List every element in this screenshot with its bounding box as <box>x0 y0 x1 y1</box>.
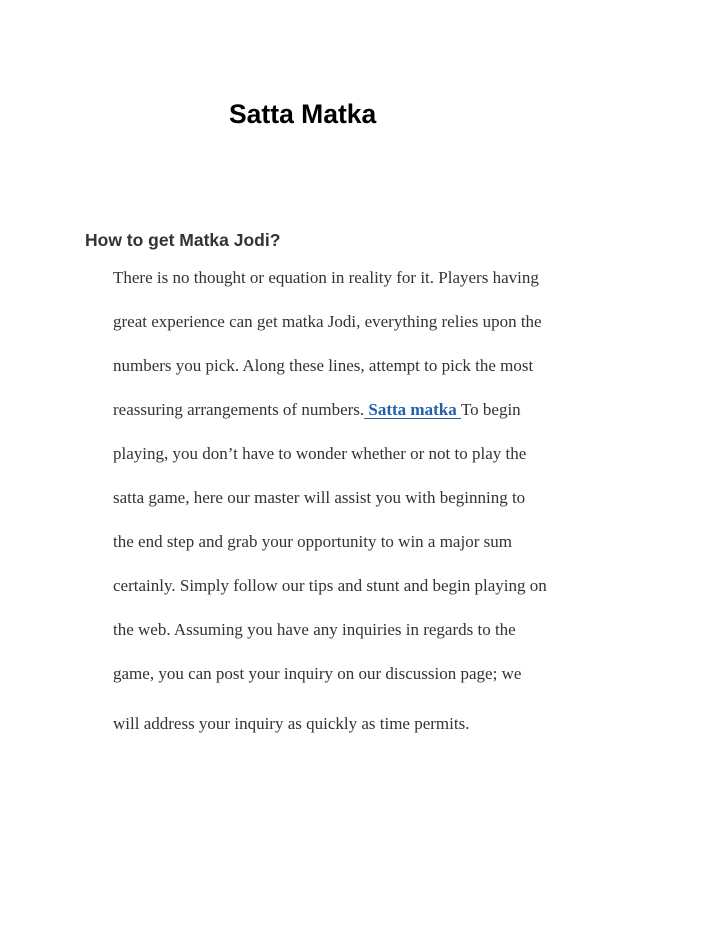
satta-matka-link[interactable]: Satta matka <box>364 400 461 419</box>
body-line-7: the end step and grab your opportunity to win a major sum <box>113 532 512 551</box>
body-line-4-after: To begin <box>460 400 521 419</box>
document-title: Satta Matka <box>229 99 377 129</box>
body-line-11: will address your inquiry as quickly as time permits. <box>113 714 470 733</box>
body-line-4 <box>113 400 521 420</box>
section-heading: How to get Matka Jodi? <box>85 230 281 250</box>
body-line-1: There is no thought or equation in reality for it. Players having <box>113 268 539 287</box>
body-line-10: game, you can post your inquiry on our discussion page; we <box>113 664 522 683</box>
body-line-2: great experience can get matka Jodi, everything relies upon the <box>113 312 542 331</box>
body-line-8: certainly. Simply follow our tips and stunt and begin playing on <box>113 576 547 595</box>
body-line-3: numbers you pick. Along these lines, attempt to pick the most <box>113 356 534 375</box>
body-line-5: playing, you don’t have to wonder whether or not to play the <box>113 444 527 463</box>
body-line-4-before: reassuring arrangements of numbers. <box>113 400 365 419</box>
body-line-9: the web. Assuming you have any inquiries in regards to the <box>113 620 516 639</box>
body-line-6: satta game, here our master will assist you with beginning to <box>113 488 526 507</box>
